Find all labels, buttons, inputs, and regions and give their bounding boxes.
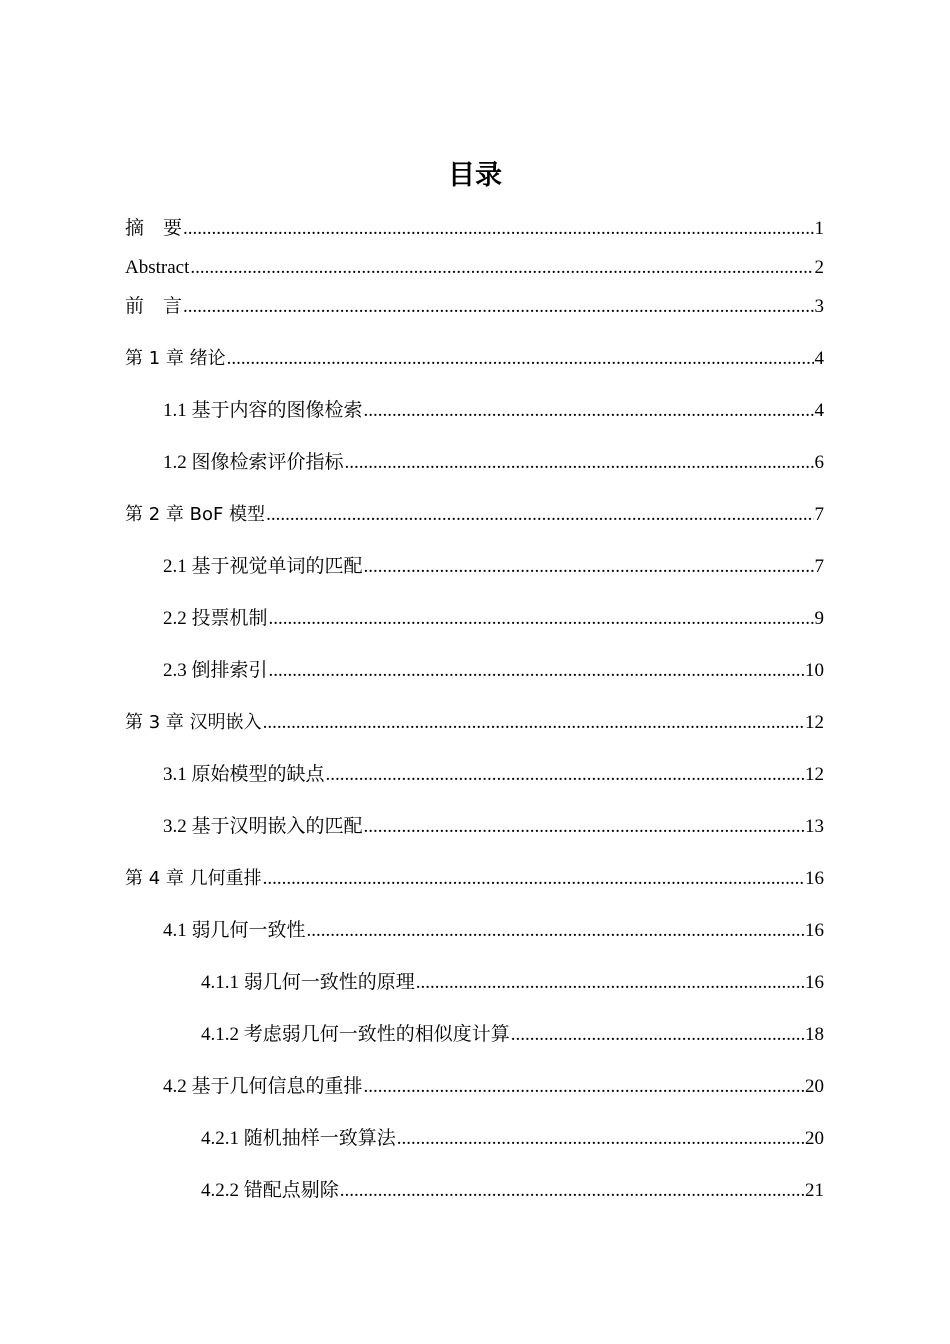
- toc-page-number: 3: [814, 296, 824, 317]
- toc-entry-text: 摘 要: [125, 218, 183, 239]
- toc-title: 目录: [448, 160, 502, 191]
- toc-entry-4-1[interactable]: [163, 918, 824, 944]
- toc-entry-2-1[interactable]: [163, 554, 824, 580]
- toc-leader: [269, 658, 804, 684]
- toc-entry-text: 4.1.2 考虑弱几何一致性的相似度计算: [201, 1024, 510, 1045]
- toc-entry-3-1[interactable]: [163, 762, 824, 788]
- toc-entry-4-1-2[interactable]: [201, 1022, 824, 1048]
- toc-leader: [397, 1126, 804, 1152]
- toc-page-number: 9: [814, 608, 824, 629]
- toc-entry-text: 第 1 章 绪论: [125, 348, 226, 369]
- toc-leader: [227, 346, 814, 372]
- toc-entry-chapter-3[interactable]: [125, 710, 824, 736]
- toc-entry-2-3[interactable]: [163, 658, 824, 684]
- toc-page-number: 12: [805, 764, 824, 785]
- toc-page-number: 16: [805, 920, 824, 941]
- toc-entry-text: 4.1 弱几何一致性: [163, 920, 306, 941]
- toc-page-number: 21: [805, 1180, 824, 1201]
- toc-entry-4-1-1[interactable]: [201, 970, 824, 996]
- toc-leader: [364, 1074, 804, 1100]
- toc-leader: [340, 1178, 804, 1204]
- toc-entry-text: 3.2 基于汉明嵌入的匹配: [163, 816, 363, 837]
- toc-entry-text: 第 2 章 BoF 模型: [125, 504, 266, 525]
- toc-entry-4-2[interactable]: [163, 1074, 824, 1100]
- toc-entry-text: 第 4 章 几何重排: [125, 868, 262, 889]
- toc-entry-text: 前 言: [125, 296, 183, 317]
- toc-page-number: 20: [805, 1076, 824, 1097]
- toc-leader: [511, 1022, 804, 1048]
- toc-entry-abstract-cn[interactable]: [125, 216, 824, 242]
- toc-entry-2-2[interactable]: [163, 606, 824, 632]
- toc-page-number: 4: [814, 400, 824, 421]
- toc-entry-chapter-2[interactable]: [125, 502, 824, 528]
- toc-entry-1-1[interactable]: [163, 398, 824, 424]
- toc-entry-4-2-2[interactable]: [201, 1178, 824, 1204]
- toc-leader: [345, 450, 814, 476]
- toc-leader: [364, 398, 814, 424]
- toc-entry-text: 4.2 基于几何信息的重排: [163, 1076, 363, 1097]
- toc-page-number: 7: [814, 504, 824, 525]
- toc-leader: [269, 606, 814, 632]
- toc-leader: [364, 814, 804, 840]
- toc-page-number: 12: [805, 712, 824, 733]
- toc-entry-text: 1.2 图像检索评价指标: [163, 452, 344, 473]
- toc-leader: [364, 554, 814, 580]
- toc-leader: [416, 970, 804, 996]
- toc-entry-text: 2.3 倒排索引: [163, 660, 268, 681]
- toc-page-number: 18: [805, 1024, 824, 1045]
- toc-entry-text: 2.2 投票机制: [163, 608, 268, 629]
- toc-entry-text: 4.2.2 错配点剔除: [201, 1180, 339, 1201]
- toc-page-number: 13: [805, 816, 824, 837]
- toc-page-number: 16: [805, 868, 824, 889]
- toc-entry-text: 4.2.1 随机抽样一致算法: [201, 1128, 396, 1149]
- toc-leader: [263, 866, 804, 892]
- toc-page-number: 7: [814, 556, 824, 577]
- toc-entry-chapter-1[interactable]: [125, 346, 824, 372]
- toc-leader: [263, 710, 804, 736]
- toc-leader: [307, 918, 804, 944]
- toc-page-number: 4: [814, 348, 824, 369]
- toc-entry-text: 1.1 基于内容的图像检索: [163, 400, 363, 421]
- toc-entry-text: 3.1 原始模型的缺点: [163, 764, 325, 785]
- toc-leader: [266, 502, 813, 528]
- toc-entry-chapter-4[interactable]: [125, 866, 824, 892]
- toc-entry-text: 2.1 基于视觉单词的匹配: [163, 556, 363, 577]
- toc-leader: [183, 294, 813, 320]
- toc-page-number: 2: [814, 257, 824, 278]
- toc-entry-3-2[interactable]: [163, 814, 824, 840]
- toc-leader: [190, 255, 813, 281]
- toc-page-number: 1: [814, 218, 824, 239]
- toc-entry-preface[interactable]: [125, 294, 824, 320]
- toc-page-number: 20: [805, 1128, 824, 1149]
- toc-entry-4-2-1[interactable]: [201, 1126, 824, 1152]
- toc-leader: [326, 762, 804, 788]
- toc-leader: [183, 216, 813, 242]
- toc-entry-abstract-en[interactable]: [125, 255, 824, 281]
- toc-page-number: 6: [814, 452, 824, 473]
- toc-entry-text: Abstract: [125, 257, 190, 278]
- toc-entry-1-2[interactable]: [163, 450, 824, 476]
- toc-entry-text: 4.1.1 弱几何一致性的原理: [201, 972, 415, 993]
- toc-page-number: 10: [805, 660, 824, 681]
- toc-entry-text: 第 3 章 汉明嵌入: [125, 712, 262, 733]
- toc-page-number: 16: [805, 972, 824, 993]
